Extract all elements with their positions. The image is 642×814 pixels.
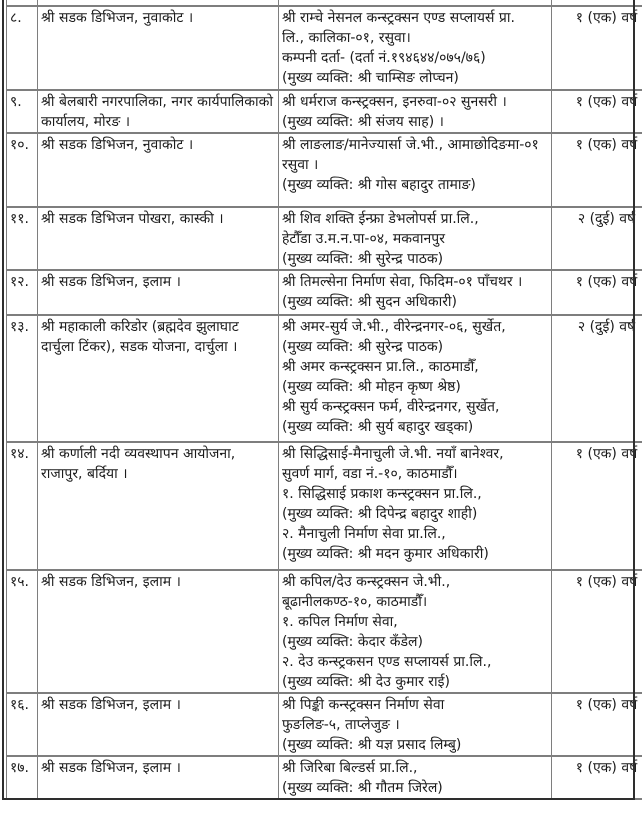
serial-cell: ९. <box>7 90 38 133</box>
office-cell: श्री सडक डिभिजन, इलाम । <box>38 570 279 693</box>
table-row <box>7 207 642 270</box>
table-row <box>7 90 642 133</box>
contractor-line: श्री अमर कन्स्ट्रक्सन प्रा.लि., काठमाडौँ, <box>282 359 479 375</box>
office-cell: श्री सडक डिभिजन, इलाम । <box>38 270 279 315</box>
contractor-line: श्री सुर्य कन्स्ट्रक्सन फर्म, वीरेन्द्रनगर, सुर्खेत, <box>282 399 500 415</box>
contractor-line: (मुख्य व्यक्ति: श्री दिपेन्द्र बहादुर शाही) <box>282 506 478 522</box>
contractor-line: (मुख्य व्यक्ति: श्री देउ कुमार राई) <box>282 674 450 690</box>
contractor-line: हेटौँडा उ.म.न.पा-०४, मकवानपुर <box>282 231 445 247</box>
office-cell: श्री सडक डिभिजन पोखरा, कास्की । <box>38 207 279 270</box>
contractor-line: (मुख्य व्यक्ति: श्री यज्ञ प्रसाद लिम्बु) <box>282 737 462 753</box>
contractor-cell <box>279 90 552 133</box>
contractor-line: श्री लाङलाङ/मानेज्यार्सा जे.भी., आमाछोदिङमा-०१ <box>282 137 539 153</box>
contractor-line: (मुख्य व्यक्ति: श्री मदन कुमार अधिकारी) <box>282 546 489 562</box>
contractor-line: (मुख्य व्यक्ति: श्री सुदन अधिकारी) <box>282 294 458 310</box>
contractor-line: सुवर्ण मार्ग, वडा नं.-१०, काठमाडौँ। <box>282 466 458 482</box>
contractor-line: श्री शिव शक्ति ईन्फ्रा डेभलोपर्स प्रा.लि., <box>282 211 479 227</box>
serial-cell: ११. <box>7 207 38 270</box>
contractor-line: कम्पनी दर्ता- (दर्ता नं.१९४६४४/०७५/७६) <box>282 50 486 66</box>
contractor-line: (मुख्य व्यक्ति: श्री संजय साह) । <box>282 114 444 130</box>
table-row <box>7 6 642 90</box>
table-row <box>7 270 642 315</box>
contractor-cell <box>279 315 552 442</box>
duration-cell: १ (एक) वर्ष <box>552 6 642 90</box>
contractor-line: (मुख्य व्यक्ति: श्री सुर्य बहादुर खड्का) <box>282 419 474 435</box>
contractor-cell <box>279 570 552 693</box>
contractor-line: श्री जिरिबा बिल्डर्स प्रा.लि., <box>282 760 418 776</box>
duration-cell: १ (एक) वर्ष <box>552 570 642 693</box>
contractor-line: २. मैनाचुली निर्माण सेवा प्रा.लि., <box>282 526 446 542</box>
contractor-cell <box>279 693 552 756</box>
table-row <box>7 693 642 756</box>
contractor-line: १. सिद्धिसाई प्रकाश कन्स्ट्रक्सन प्रा.लि., <box>282 486 482 502</box>
contractor-line: श्री पिङ्की कन्स्ट्रक्सन निर्माण सेवा <box>282 697 445 713</box>
contractor-line: (मुख्य व्यक्ति: श्री गोस बहादुर तामाङ) <box>282 177 476 193</box>
serial-cell: १२. <box>7 270 38 315</box>
office-cell: श्री कर्णाली नदी व्यवस्थापन आयोजना, राजापुर, बर्दिया । <box>38 442 279 570</box>
contractor-cell <box>279 207 552 270</box>
table-row <box>7 756 642 799</box>
duration-cell: १ (एक) वर्ष <box>552 693 642 756</box>
contractor-line: (मुख्य व्यक्ति: श्री मोहन कृष्ण श्रेष्ठ) <box>282 379 461 395</box>
contractor-line: (मुख्य व्यक्ति: केदार कँडेल) <box>282 634 423 650</box>
contractor-line: (मुख्य व्यक्ति: श्री चाम्सिङ लोप्चन) <box>282 70 459 86</box>
serial-cell: १५. <box>7 570 38 693</box>
duration-cell: १ (एक) वर्ष <box>552 442 642 570</box>
serial-cell: १३. <box>7 315 38 442</box>
contractor-line: श्री तिमल्सेना निर्माण सेवा, फिदिम-०१ पाँचथर । <box>282 274 523 290</box>
contractor-line: (मुख्य व्यक्ति: श्री सुरेन्द्र पाठक) <box>282 251 444 267</box>
contractor-table <box>6 0 642 800</box>
contractor-line: (मुख्य व्यक्ति: श्री सुरेन्द्र पाठक) <box>282 339 444 355</box>
contractor-line: श्री धर्मराज कन्स्ट्रक्सन, इनरुवा-०२ सुनसरी । <box>282 94 507 110</box>
serial-cell: ८. <box>7 6 38 90</box>
office-cell: श्री सडक डिभिजन, नुवाकोट । <box>38 6 279 90</box>
serial-cell: १६. <box>7 693 38 756</box>
contractor-line: श्री राम्चे नेसनल कन्स्ट्रक्सन एण्ड सप्लायर्स प्रा. <box>282 10 515 26</box>
duration-cell: २ (दुई) वर्ष <box>552 315 642 442</box>
serial-cell: १७. <box>7 756 38 799</box>
duration-cell: २ (दुई) वर्ष <box>552 207 642 270</box>
duration-cell: १ (एक) वर्ष <box>552 756 642 799</box>
table-row <box>7 133 642 207</box>
contractor-cell <box>279 133 552 207</box>
contractor-line: रसुवा । <box>282 157 319 173</box>
office-cell: श्री बेलबारी नगरपालिका, नगर कार्यपालिकाको कार्यालय, मोरङ । <box>38 90 279 133</box>
contractor-line: लि., कालिका-०१, रसुवा। <box>282 30 411 46</box>
contractor-line: श्री कपिल/देउ कन्स्ट्रक्सन जे.भी., <box>282 574 451 590</box>
contractor-line: बूढानीलकण्ठ-१०, काठमाडौँ। <box>282 594 428 610</box>
table-row <box>7 315 642 442</box>
contractor-line: २. देउ कन्स्ट्रकसन एण्ड सप्लायर्स प्रा.लि., <box>282 654 492 670</box>
office-cell: श्री सडक डिभिजन, इलाम । <box>38 756 279 799</box>
contractor-cell <box>279 6 552 90</box>
table-row <box>7 570 642 693</box>
duration-cell: १ (एक) वर्ष <box>552 270 642 315</box>
contractor-cell <box>279 270 552 315</box>
serial-cell: १४. <box>7 442 38 570</box>
duration-cell: १ (एक) वर्ष <box>552 90 642 133</box>
office-cell: श्री सडक डिभिजन, इलाम । <box>38 693 279 756</box>
table-row <box>7 442 642 570</box>
contractor-line: फुङलिङ-५, ताप्लेजुङ । <box>282 717 400 733</box>
contractor-line: श्री सिद्धिसाई-मैनाचुली जे.भी. नयाँ बानेश्वर, <box>282 446 504 462</box>
office-cell: श्री सडक डिभिजन, नुवाकोट । <box>38 133 279 207</box>
contractor-line: श्री अमर-सुर्य जे.भी., वीरेन्द्रनगर-०६, सुर्खेत, <box>282 319 506 335</box>
office-cell: श्री महाकाली करिडोर (ब्रह्मदेव झुलाघाट दार्चुला टिंकर), सडक योजना, दार्चुला । <box>38 315 279 442</box>
serial-cell: १०. <box>7 133 38 207</box>
contractor-line: (मुख्य व्यक्ति: श्री गौतम जिरेल) <box>282 780 443 796</box>
contractor-line: १. कपिल निर्माण सेवा, <box>282 614 398 630</box>
contractor-cell <box>279 442 552 570</box>
duration-cell: १ (एक) वर्ष <box>552 133 642 207</box>
contractor-cell <box>279 756 552 799</box>
